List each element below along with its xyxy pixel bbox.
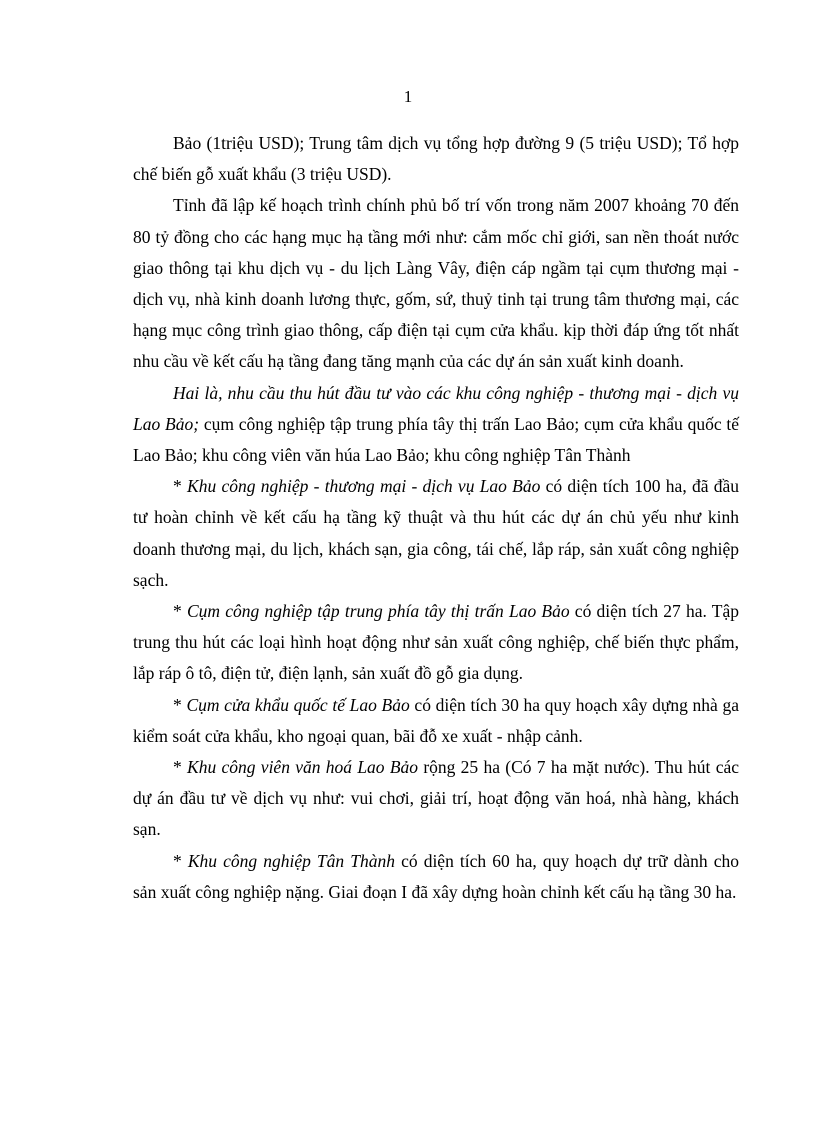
paragraph-7-italic: Khu công viên văn hoá Lao Bảo <box>187 757 419 778</box>
document-body <box>133 128 739 908</box>
paragraph-6-text: có diện tích 30 ha quy hoạch xây dựng nhà ga kiểm soát cửa khẩu, kho ngoại quan, bãi đỗ xe xuất - nhập cảnh. <box>133 694 739 746</box>
paragraph-2: Tỉnh đã lập kế hoạch trình chính phủ bố trí vốn trong năm 2007 khoảng 70 đến 80 tỷ đồng cho các hạng mục hạ tầng mới như: cắm mốc chỉ giới, san nền thoát nước giao thông tại khu dịch vụ - du lịch Làng Vây, điện cáp ngầm tại cụm thương mại - dịch vụ, nhà kinh doanh lương thực, gốm, sứ, thuỷ tinh tại trung tâm thương mại, các hạng mục công trình giao thông, cấp điện tại cụm cửa khẩu. kịp thời đáp ứng tốt nhất nhu cầu về kết cấu hạ tầng đang tăng mạnh của các dự án sản xuất kinh doanh. <box>133 195 739 372</box>
paragraph-6 <box>133 690 739 752</box>
paragraph-6-italic: Cụm cửa khẩu quốc tế Lao Bảo <box>186 694 410 715</box>
paragraph-1: Bảo (1triệu USD); Trung tâm dịch vụ tổng hợp đường 9 (5 triệu USD); Tổ hợp chế biến gỗ xuất khẩu (3 triệu USD). <box>133 133 739 185</box>
paragraph-3-text: cụm công nghiệp tập trung phía tây thị trấn Lao Bảo; cụm cửa khẩu quốc tế Lao Bảo; khu công viên văn húa Lao Bảo; khu công nghiệp Tân Thành <box>133 413 740 466</box>
paragraph-5 <box>133 596 739 690</box>
paragraph-8-bullet: * <box>173 850 188 871</box>
paragraph-4-italic: Khu công nghiệp - thương mại - dịch vụ Lao Bảo <box>187 476 541 497</box>
paragraph-7-text: rộng 25 ha (Có 7 ha mặt nước). Thu hút các dự án đầu tư về dịch vụ như: vui chơi, giải trí, hoạt động văn hoá, nhà hàng, khách sạn. <box>133 757 740 840</box>
paragraph-4-text: có diện tích 100 ha, đã đầu tư hoàn chỉnh về kết cấu hạ tầng kỹ thuật và thu hút các dự án chủ yếu như kinh doanh thương mại, du lịch, khách sạn, gia công, tái chế, lắp ráp, sản xuất công nghiệp sạch. <box>133 476 739 590</box>
paragraph-3-italic: Hai là, nhu cầu thu hút đầu tư vào các khu công nghiệp - thương mại - dịch vụ Lao Bảo; <box>133 382 739 434</box>
paragraph-3 <box>133 378 739 472</box>
paragraph-8-italic: Khu công nghiệp Tân Thành <box>187 850 395 871</box>
paragraph-5-italic: Cụm công nghiệp tập trung phía tây thị trấn Lao Bảo <box>186 601 570 622</box>
paragraph-7 <box>133 752 739 846</box>
paragraph-5-bullet: * <box>173 601 187 622</box>
paragraph-7-bullet: * <box>173 757 188 778</box>
page-number: 1 <box>403 87 413 106</box>
paragraph-4-bullet: * <box>173 476 188 497</box>
paragraph-6-bullet: * <box>173 694 187 715</box>
paragraph-4 <box>133 471 739 596</box>
paragraph-8-text: có diện tích 60 ha, quy hoạch dự trữ dành cho sản xuất công nghiệp nặng. Giai đoạn I đã xây dựng hoàn chỉnh kết cấu hạ tầng 30 ha. <box>133 850 739 902</box>
paragraph-8 <box>133 846 739 908</box>
paragraph-5-text: có diện tích 27 ha. Tập trung thu hút các loại hình hoạt động như sản xuất công nghiệp, chế biến thực phẩm, lắp ráp ô tô, điện tử, điện lạnh, sản xuất đồ gỗ gia dụng. <box>133 601 740 684</box>
